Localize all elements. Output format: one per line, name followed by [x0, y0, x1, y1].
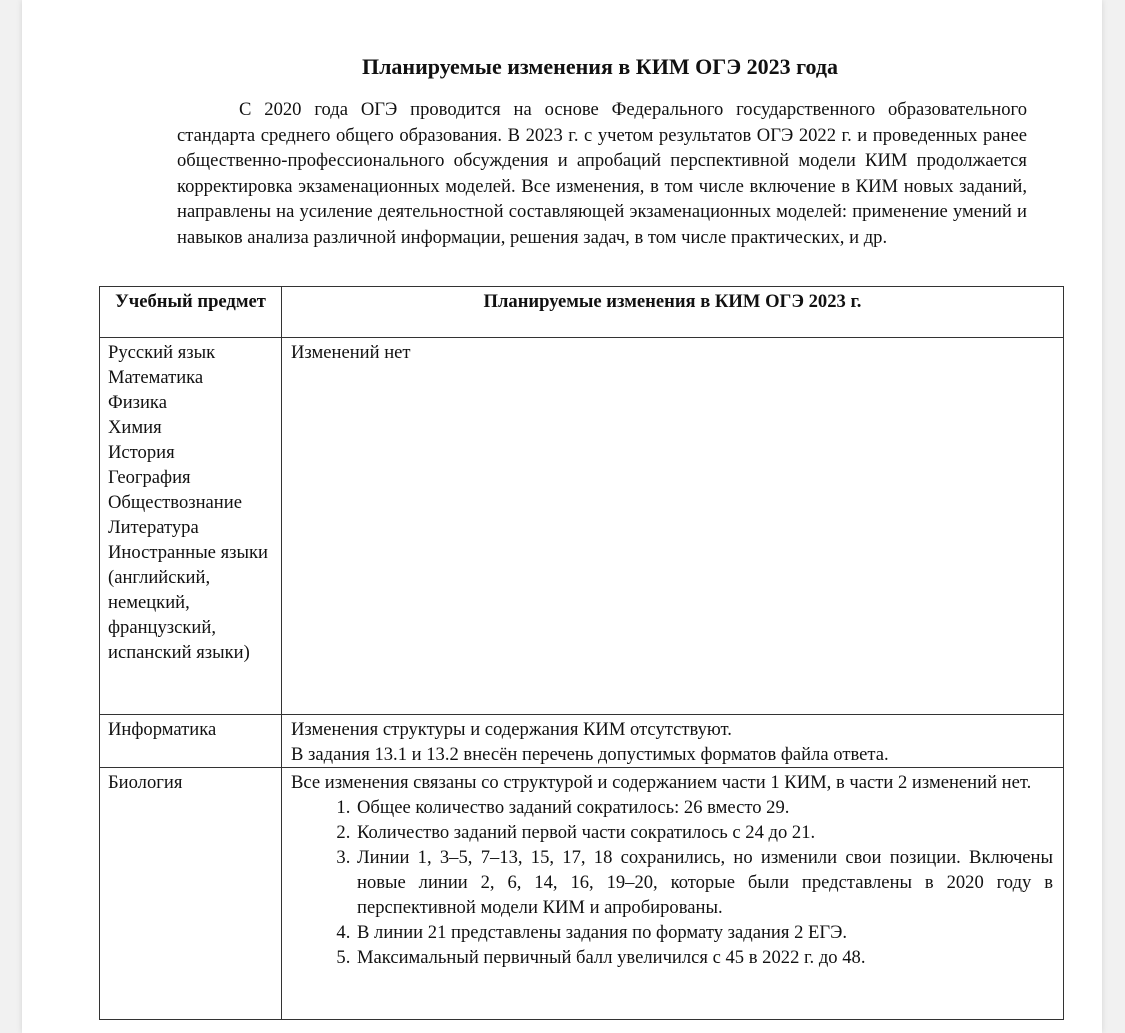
subjects-cell: [100, 338, 282, 715]
change-text: В задания 13.1 и 13.2 внесён перечень допустимых форматов файла ответа.: [291, 744, 889, 765]
subject-name: Обществознание: [108, 492, 242, 513]
change-list: [291, 795, 1053, 970]
intro-paragraph: С 2020 года ОГЭ проводится на основе Федерального государственного образовательного стандарта среднего общего образования. В 2023 г. с учетом результатов ОГЭ 2022 г. и проведенных ранее общественно-профессионального обсуждения и апробаций перспективной модели КИМ продолжается корректировка экзаменационных моделей. Все изменения, в том числе включение в КИМ новых заданий, направлены на усиление деятельностной составляющей экзаменационных моделей: применение умений и навыков анализа различной информации, решения задач, в том числе практических, и др.: [177, 99, 1027, 248]
header-changes: Планируемые изменения в КИМ ОГЭ 2023 г.: [282, 287, 1064, 338]
header-subject: Учебный предмет: [100, 287, 282, 338]
subject-name: Литература: [108, 517, 199, 538]
document-title: Планируемые изменения в КИМ ОГЭ 2023 года: [361, 54, 839, 79]
document-page: [22, 0, 1102, 1033]
subject-name: Иностранные языки (английский, немецкий, французский, испанский языки): [108, 542, 268, 663]
table-header-row: [100, 287, 1064, 338]
subject-name: Информатика: [108, 719, 217, 740]
table-row: [100, 715, 1064, 768]
subjects-cell: [100, 715, 282, 768]
list-item: 3. Линии 1, 3–5, 7–13, 15, 17, 18 сохранились, но изменили свои позиции. Включены новые линии 2, 6, 14, 16, 19–20, которые были представлены в 2020 году в перспективной модели КИМ и апробированы.: [355, 845, 1053, 920]
list-item: 2. Количество заданий первой части сократилось с 24 до 21.: [355, 820, 1053, 845]
subjects-cell: [100, 768, 282, 1020]
change-text: Изменения структуры и содержания КИМ отсутствуют.: [291, 719, 732, 740]
list-item: 5. Максимальный первичный балл увеличился с 45 в 2022 г. до 48.: [355, 945, 1053, 970]
table-row: [100, 338, 1064, 715]
table-row: [100, 768, 1064, 1020]
subject-name: Физика: [108, 392, 167, 413]
changes-cell: [282, 715, 1064, 768]
changes-cell: [282, 768, 1064, 1020]
subject-name: История: [108, 442, 175, 463]
change-intro: Все изменения связаны со структурой и содержанием части 1 КИМ, в части 2 изменений нет.: [291, 772, 1032, 793]
change-text: Изменений нет: [291, 342, 411, 363]
subject-name: Химия: [108, 417, 162, 438]
subject-name: Русский язык: [108, 342, 216, 363]
subject-name: География: [108, 467, 191, 488]
list-item: 1. Общее количество заданий сократилось: 26 вместо 29.: [355, 795, 1053, 820]
subject-name: Биология: [108, 772, 183, 793]
subject-name: Математика: [108, 367, 204, 388]
changes-table: [99, 286, 1064, 1020]
changes-cell: [282, 338, 1064, 715]
list-item: 4. В линии 21 представлены задания по формату задания 2 ЕГЭ.: [355, 920, 1053, 945]
